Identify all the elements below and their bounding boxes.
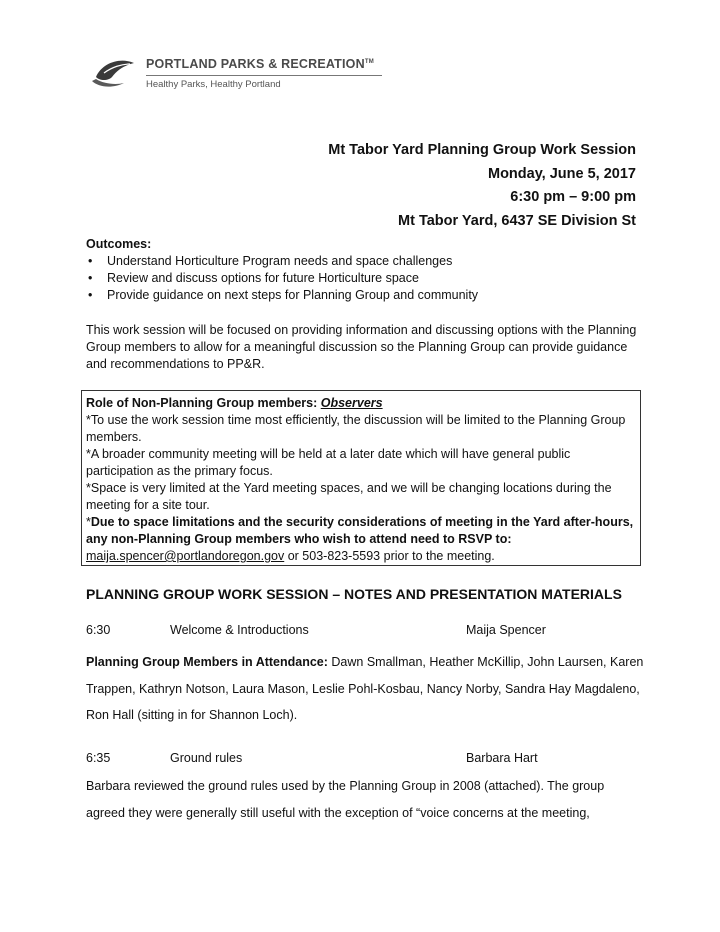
logo-trademark: TM [364, 58, 374, 65]
outcomes-title: Outcomes: [86, 237, 152, 251]
logo-name: PORTLAND PARKS & RECREATION [146, 56, 365, 71]
ground-rules-notes: Barbara reviewed the ground rules used by the Planning Group in 2008 (attached). The group agreed they were generally still useful with the exception of “voice concerns at the meeting, [86, 779, 605, 820]
rsvp-star: * [86, 515, 91, 529]
agenda-time: 6:30 [86, 623, 111, 637]
list-item: • Review and discuss options for future Horticulture space [86, 270, 646, 287]
observers-heading-text: Role of Non-Planning Group members: [86, 396, 321, 410]
observers-note-3: *Space is very limited at the Yard meeting spaces, and we will be changing locations during the meeting for a site tour. [86, 481, 612, 512]
meeting-date: Monday, June 5, 2017 [487, 165, 636, 182]
observers-box [81, 390, 641, 566]
meeting-title: Mt Tabor Yard Planning Group Work Session [328, 142, 636, 158]
observers-note-2: *A broader community meeting will be held at a later date which will have general public participation as the primary focus. [86, 447, 571, 478]
intro-paragraph: This work session will be focused on providing information and discussing options with the Planning Group members to allow for a meaningful discussion so the Planning Group can provide guidance and recommendations to PP&R. [86, 323, 637, 371]
ppr-logo [90, 52, 382, 94]
observers-note-4 [86, 514, 640, 565]
attendance-names: Dawn Smallman, Heather McKillip, John Laursen, Karen Trappen, Kathryn Notson, Laura Mason, Leslie Pohl-Kosbau, Nancy Norby, Sandra Hay Magdaleno, Ron Hall (sitting in for Shannon Loch). [86, 655, 644, 722]
attendance-paragraph [86, 649, 646, 729]
observers-emphasis: Observers [320, 396, 383, 410]
rsvp-email-link[interactable]: maija.spencer@portlandoregon.gov [86, 549, 285, 563]
outcomes-list [86, 253, 646, 304]
logo-tagline: Healthy Parks, Healthy Portland [146, 78, 281, 90]
meeting-header [328, 139, 636, 233]
section-title: PLANNING GROUP WORK SESSION – NOTES AND PRESENTATION MATERIALS [86, 586, 622, 602]
observers-heading [86, 395, 640, 412]
meeting-location: Mt Tabor Yard, 6437 SE Division St [398, 212, 636, 229]
agenda-topic: Ground rules [170, 751, 243, 765]
observers-note-1: *To use the work session time most efficiently, the discussion will be limited to the Planning Group members. [86, 413, 626, 444]
rsvp-phone-text: or 503-823-5593 prior to the meeting. [284, 549, 495, 563]
outcomes-section [86, 236, 646, 304]
meeting-time: 6:30 pm – 9:00 pm [510, 189, 636, 205]
list-item: • Provide guidance on next steps for Planning Group and community [86, 287, 646, 304]
rsvp-notice: Due to space limitations and the security considerations of meeting in the Yard after-hours, any non-Planning Group members who wish to attend need to RSVP to: [86, 515, 634, 546]
list-item: • Understand Horticulture Program needs and space challenges [86, 253, 646, 270]
agenda-time: 6:35 [86, 751, 111, 765]
logo-divider [146, 75, 382, 76]
leaf-hand-icon [90, 55, 138, 91]
agenda-presenter: Barbara Hart [466, 751, 538, 765]
agenda-presenter: Maija Spencer [466, 623, 546, 637]
attendance-label: Planning Group Members in Attendance: [86, 655, 328, 669]
agenda-topic: Welcome & Introductions [170, 623, 309, 637]
